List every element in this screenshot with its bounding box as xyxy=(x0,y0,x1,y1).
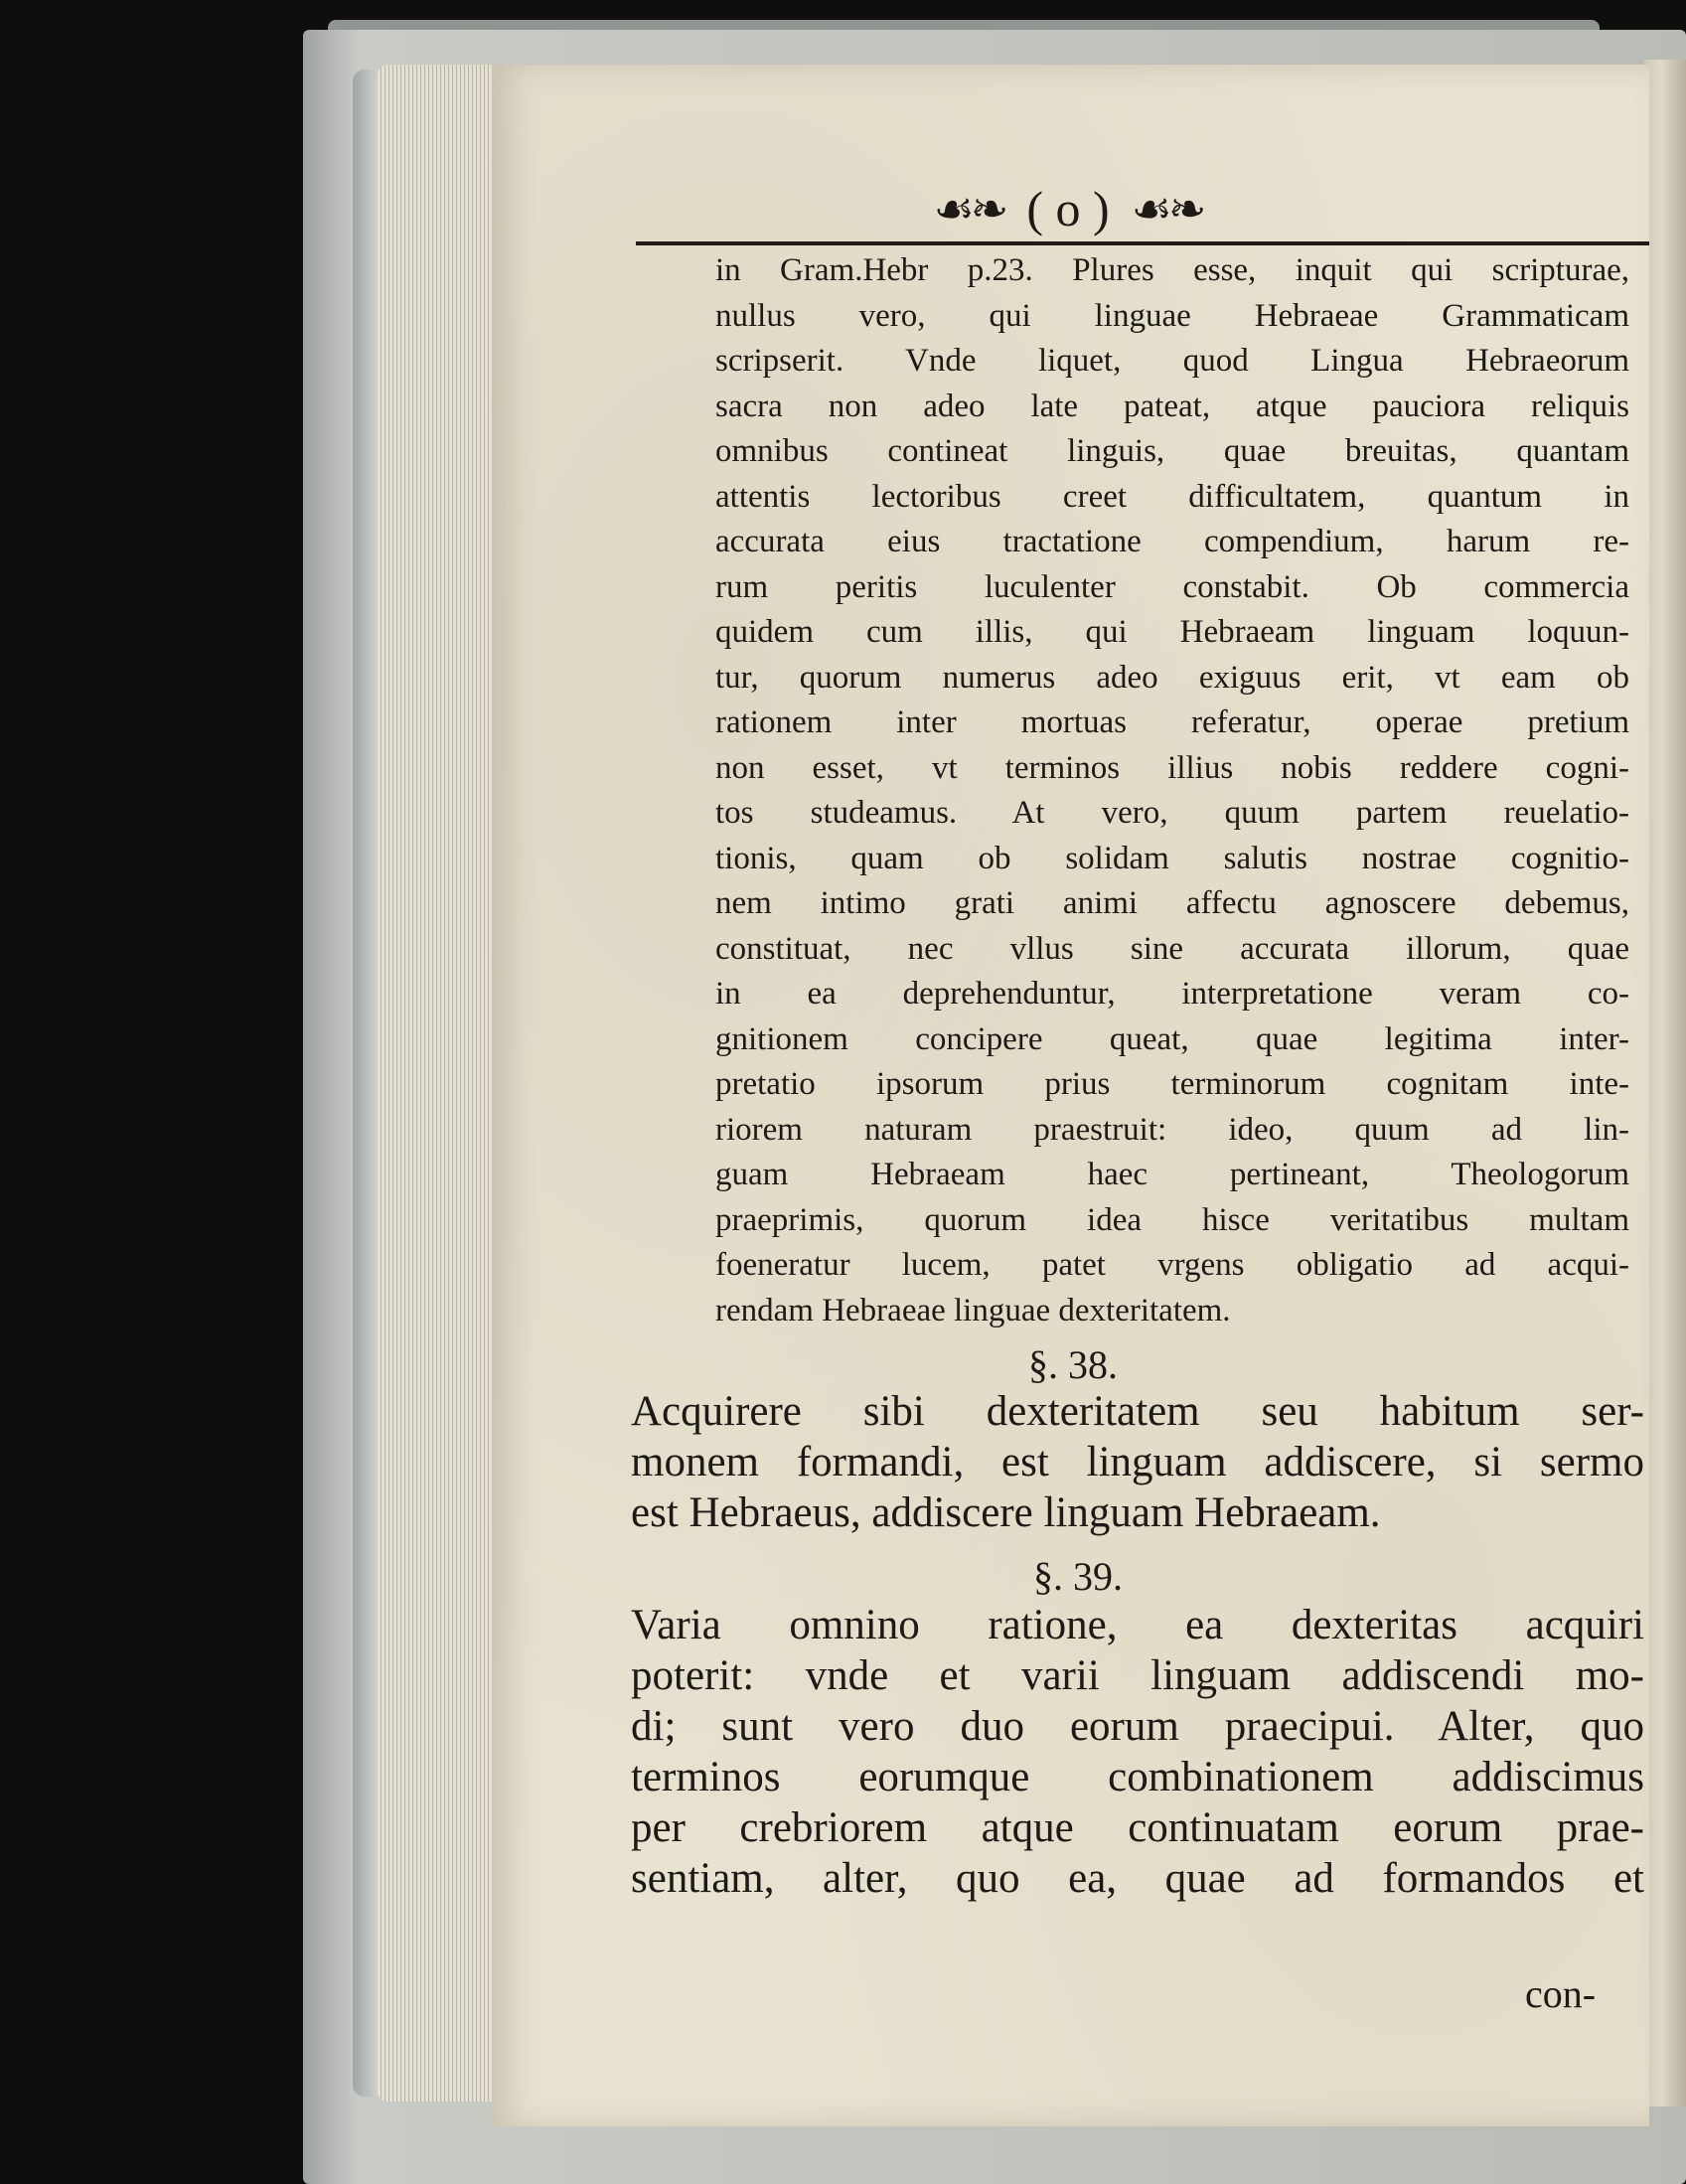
text-line: riorem naturam praestruit: ideo, quum ad lin- xyxy=(715,1111,1629,1148)
text-line: scripserit. Vnde liquet, quod Lingua Hebraeorum xyxy=(715,343,1629,379)
header-ornament-left: ☙❧ xyxy=(933,182,1005,235)
text-line: est Hebraeus, addiscere linguam Hebraeam. xyxy=(631,1489,1381,1536)
text-line: non esset, vt terminos illius nobis reddere cogni- xyxy=(715,749,1629,786)
text-line: tur, quorum numerus adeo exiguus erit, vt eam ob xyxy=(715,659,1629,696)
text-line: gnitionem concipere queat, quae legitima inter- xyxy=(715,1020,1629,1057)
dark-background xyxy=(0,0,308,2184)
text-line: pretatio ipsorum prius terminorum cognitam inte- xyxy=(715,1066,1629,1102)
text-line: guam Hebraeam haec pertineant, Theologorum xyxy=(715,1157,1629,1192)
text-line: rationem inter mortuas referatur, operae pretium xyxy=(715,704,1629,740)
text-line: nullus vero, qui linguae Hebraeae Grammaticam xyxy=(715,297,1629,334)
text-line: accurata eius tractatione compendium, harum re- xyxy=(715,524,1629,559)
header-ornament-right: ☙❧ xyxy=(1131,182,1203,235)
text-line: rum peritis luculenter constabit. Ob commercia xyxy=(715,568,1629,605)
text-line: quidem cum illis, qui Hebraeam linguam loquun- xyxy=(715,614,1629,650)
text-line: in Gram.Hebr p.23. Plures esse, inquit qui scripturae, xyxy=(715,252,1629,288)
text-line: sentiam, alter, quo ea, quae ad formandos et xyxy=(631,1855,1644,1902)
text-line: di; sunt vero duo eorum praecipui. Alter, quo xyxy=(631,1703,1644,1750)
text-line: attentis lectoribus creet difficultatem, quantum in xyxy=(715,478,1629,515)
text-line: omnibus contineat linguis, quae breuitas, quantam xyxy=(715,433,1629,469)
text-line: foeneratur lucem, patet vrgens obligatio ad acqui- xyxy=(715,1247,1629,1283)
text-line: poterit: vnde et varii linguam addiscendi mo- xyxy=(631,1652,1644,1699)
paragraph-continued xyxy=(715,248,1629,1333)
running-header xyxy=(661,174,1475,243)
text-line: Acquirere sibi dexteritatem seu habitum ser- xyxy=(631,1388,1644,1435)
text-line: monem formandi, est linguam addiscere, si sermo xyxy=(631,1439,1644,1485)
text-line: rendam Hebraeae linguae dexteritatem. xyxy=(715,1292,1231,1328)
section-39-text xyxy=(631,1600,1644,1904)
text-line: terminos eorumque combinationem addiscimus xyxy=(631,1754,1644,1800)
page-edges-stack xyxy=(378,65,497,2102)
text-line: sacra non adeo late pateat, atque pauciora reliquis xyxy=(715,388,1629,424)
text-line: praeprimis, quorum idea hisce veritatibus multam xyxy=(715,1201,1629,1238)
catchword: con- xyxy=(1525,1971,1597,2016)
text-line: constituat, nec vllus sine accurata illorum, quae xyxy=(715,930,1629,967)
book-page xyxy=(492,65,1649,2126)
text-line: tos studeamus. At vero, quum partem reuelatio- xyxy=(715,795,1629,831)
text-line: in ea deprehenduntur, interpretatione veram co- xyxy=(715,976,1629,1012)
facing-page-edge xyxy=(1644,60,1686,2106)
page-number: ( o ) xyxy=(1026,181,1110,236)
text-line: nem intimo grati animi affectu agnoscere debemus, xyxy=(715,885,1629,921)
section-38-text xyxy=(631,1386,1644,1538)
text-line: per crebriorem atque continuatam eorum prae- xyxy=(631,1804,1644,1851)
section-heading-39: §. 39. xyxy=(1033,1554,1123,1599)
header-rule xyxy=(636,241,1649,245)
section-heading-38: §. 38. xyxy=(1028,1342,1118,1387)
text-line: tionis, quam ob solidam salutis nostrae cognitio- xyxy=(715,840,1629,876)
text-line: Varia omnino ratione, ea dexteritas acquiri xyxy=(631,1602,1644,1648)
